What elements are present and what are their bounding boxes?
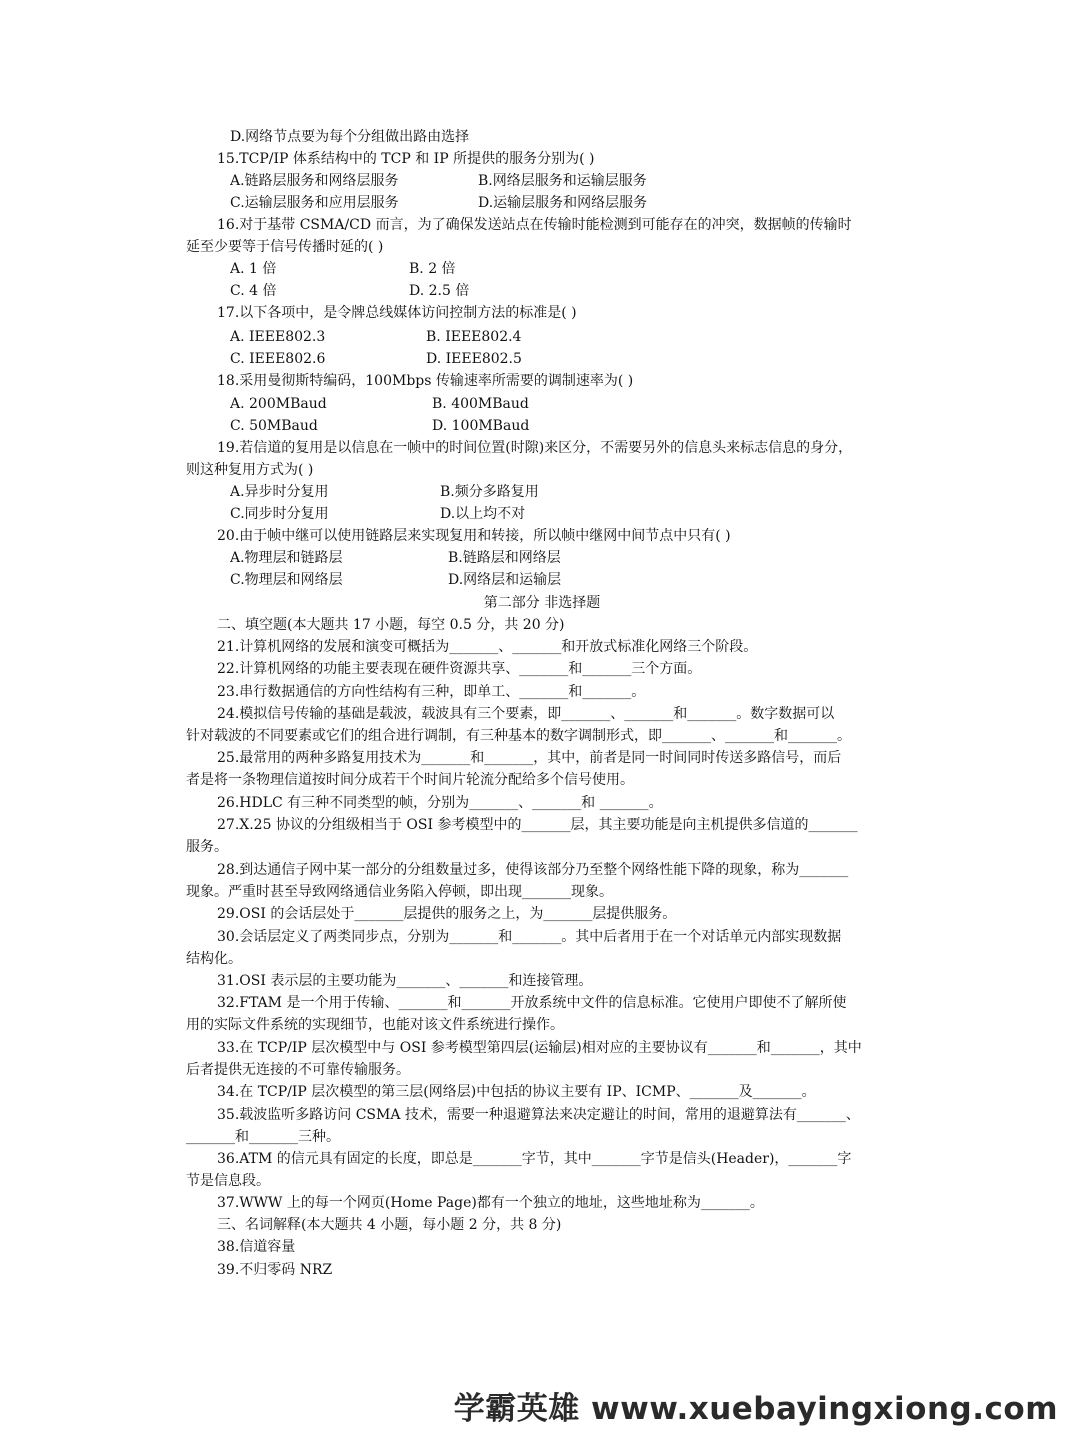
q26: 26.HDLC 有三种不同类型的帧，分别为_______、_______和 _______。 — [217, 795, 663, 811]
q28-line1: 28.到达通信子网中某一部分的分组数量过多，使得该部分乃至整个网络性能下降的现象，称为_______ — [217, 862, 849, 878]
q15-option-a: A.链路层服务和网络层服务 — [230, 173, 399, 189]
q27-line1: 27.X.25 协议的分组级相当于 OSI 参考模型中的_______层，其主要功能是向主机提供多信道的_______ — [217, 817, 858, 833]
q30-line1: 30.会话层定义了两类同步点，分别为_______和_______。其中后者用于在一个对话单元内部实现数据 — [217, 929, 842, 945]
q19-options-ab — [230, 481, 898, 503]
q25-line2: 者是将一条物理信道按时间分成若干个时间片轮流分配给多个信号使用。 — [186, 772, 634, 788]
q39: 39.不归零码 NRZ — [217, 1262, 333, 1278]
q19-option-d: D.以上均不对 — [440, 506, 526, 522]
q20-option-c: C.物理层和网络层 — [230, 572, 343, 588]
q18-options-cd — [230, 415, 898, 437]
q36-line2: 节是信息段。 — [186, 1173, 270, 1189]
q18-stem: 18.采用曼彻斯特编码，100Mbps 传输速率所需要的调制速率为( ) — [217, 373, 634, 389]
q15-option-b: B.网络层服务和运输层服务 — [478, 173, 647, 189]
q20-option-a: A.物理层和链路层 — [230, 550, 343, 566]
q25-line1: 25.最常用的两种多路复用技术为_______和_______，其中，前者是同一时间同时传送多路信号，而后 — [217, 750, 842, 766]
q15-option-c: C.运输层服务和应用层服务 — [230, 195, 399, 211]
q20-options-ab — [230, 547, 898, 569]
q31: 31.OSI 表示层的主要功能为_______、_______和连接管理。 — [217, 973, 593, 989]
q17-option-a: A. IEEE802.3 — [230, 329, 326, 345]
q14-option-d: D.网络节点要为每个分组做出路由选择 — [230, 129, 470, 145]
q24-line1: 24.模拟信号传输的基础是载波，载波具有三个要素，即_______、_______和_______。数字数据可以 — [217, 706, 835, 722]
q17-option-b: B. IEEE802.4 — [426, 329, 522, 345]
q36-line1: 36.ATM 的信元具有固定的长度，即总是_______字节，其中_______字节是信头(Header)，_______字 — [217, 1151, 852, 1167]
q24-line2: 针对载波的不同要素或它们的组合进行调制，有三种基本的数字调制形式，即_______、_______和_______。 — [186, 728, 851, 744]
q22: 22.计算机网络的功能主要表现在硬件资源共享、_______和_______三个方面。 — [217, 661, 702, 677]
q30-line2: 结构化。 — [186, 951, 242, 967]
q18-option-c: C. 50MBaud — [230, 418, 318, 434]
q20-stem: 20.由于帧中继可以使用链路层来实现复用和转接，所以帧中继网中间节点中只有( ) — [217, 528, 731, 544]
q16-option-a: A. 1 倍 — [230, 261, 277, 277]
q17-option-d: D. IEEE802.5 — [426, 351, 522, 367]
q33-line2: 后者提供无连接的不可靠传输服务。 — [186, 1062, 410, 1078]
q18-option-a: A. 200MBaud — [230, 396, 327, 412]
q19-stem-line2: 则这种复用方式为( ) — [186, 462, 314, 478]
q17-options-ab — [230, 326, 898, 348]
watermark-logo: 学霸英雄 www.xuebayingxiong.com — [453, 1391, 1058, 1427]
q18-options-ab — [230, 393, 898, 415]
q18-option-d: D. 100MBaud — [432, 418, 530, 434]
q16-options-cd — [230, 280, 898, 302]
q16-stem-line1: 16.对于基带 CSMA/CD 而言，为了确保发送站点在传输时能检测到可能存在的冲突，数据帧的传输时 — [217, 217, 852, 233]
q37: 37.WWW 上的每一个网页(Home Page)都有一个独立的地址，这些地址称为_______。 — [217, 1195, 764, 1211]
q29: 29.OSI 的会话层处于_______层提供的服务之上，为_______层提供服务。 — [217, 906, 677, 922]
q17-options-cd — [230, 348, 898, 370]
q28-line2: 现象。严重时甚至导致网络通信业务陷入停顿，即出现_______现象。 — [186, 884, 613, 900]
q16-stem-line2: 延至少要等于信号传播时延的( ) — [186, 239, 384, 255]
q38: 38.信道容量 — [217, 1239, 296, 1255]
q23: 23.串行数据通信的方向性结构有三种，即单工、_______和_______。 — [217, 684, 646, 700]
q16-options-ab — [230, 258, 898, 280]
q16-option-d: D. 2.5 倍 — [409, 283, 470, 299]
q16-option-b: B. 2 倍 — [409, 261, 456, 277]
q17-stem: 17.以下各项中，是令牌总线媒体访问控制方法的标准是( ) — [217, 305, 577, 321]
q18-option-b: B. 400MBaud — [432, 396, 529, 412]
q33-line1: 33.在 TCP/IP 层次模型中与 OSI 参考模型第四层(运输层)相对应的主要协议有_______和_______，其中 — [217, 1040, 862, 1056]
q15-options-cd — [230, 192, 898, 214]
q32-line2: 用的实际文件系统的实现细节，也能对该文件系统进行操作。 — [186, 1017, 564, 1033]
q15-stem: 15.TCP/IP 体系结构中的 TCP 和 IP 所提供的服务分别为( ) — [217, 151, 595, 167]
q15-option-d: D.运输层服务和网络层服务 — [478, 195, 648, 211]
q19-option-c: C.同步时分复用 — [230, 506, 329, 522]
q35-line1: 35.载波监听多路访问 CSMA 技术，需要一种退避算法来决定避让的时间，常用的退避算法有_______、 — [217, 1107, 860, 1123]
q34: 34.在 TCP/IP 层次模型的第三层(网络层)中包括的协议主要有 IP、ICMP、_______及_______。 — [217, 1084, 816, 1100]
q35-line2: _______和_______三种。 — [186, 1129, 340, 1145]
q16-option-c: C. 4 倍 — [230, 283, 277, 299]
q20-options-cd — [230, 569, 898, 591]
q21: 21.计算机网络的发展和演变可概括为_______、_______和开放式标准化网络三个阶段。 — [217, 639, 758, 655]
q19-option-b: B.频分多路复用 — [440, 484, 539, 500]
q32-line1: 32.FTAM 是一个用于传输、_______和_______开放系统中文件的信息标准。它使用户即使不了解所使 — [217, 995, 847, 1011]
section3-title: 三、名词解释(本大题共 4 小题，每小题 2 分，共 8 分) — [217, 1217, 562, 1233]
q27-line2: 服务。 — [186, 839, 228, 855]
q19-option-a: A.异步时分复用 — [230, 484, 329, 500]
q19-options-cd — [230, 503, 898, 525]
q17-option-c: C. IEEE802.6 — [230, 351, 326, 367]
q20-option-d: D.网络层和运输层 — [448, 572, 562, 588]
section2-title: 二、填空题(本大题共 17 小题，每空 0.5 分，共 20 分) — [217, 617, 565, 633]
q20-option-b: B.链路层和网络层 — [448, 550, 561, 566]
part2-title: 第二部分 非选择题 — [483, 595, 601, 611]
q19-stem-line1: 19.若信道的复用是以信息在一帧中的时间位置(时隙)来区分，不需要另外的信息头来标志信息的身分， — [217, 440, 853, 456]
q15-options-ab — [230, 170, 898, 192]
